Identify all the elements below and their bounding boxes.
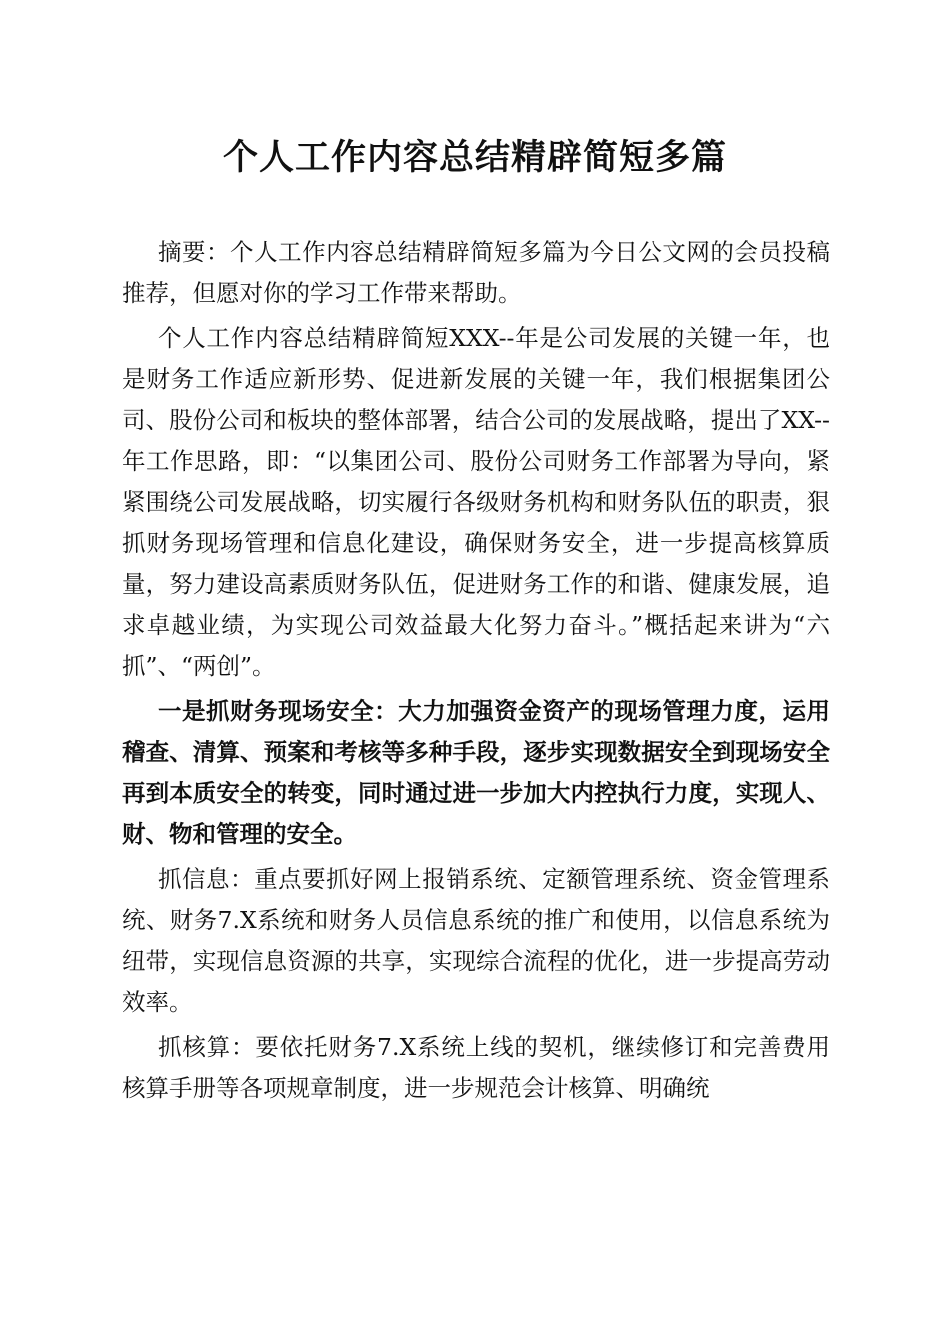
document-title: 个人工作内容总结精辟简短多篇	[222, 137, 727, 178]
information-paragraph: 抓信息：重点要抓好网上报销系统、定额管理系统、资金管理系统、财务7.X系统和财务人员信息系统的推广和使用，以信息系统为纽带，实现信息资源的共享，实现综合流程的优化，进一步提高劳动效率。	[122, 865, 830, 1016]
safety-paragraph: 一是抓财务现场安全：大力加强资金资产的现场管理力度，运用稽查、清算、预案和考核等多种手段，逐步实现数据安全到现场安全再到本质安全的转变，同时通过进一步加大内控执行力度，实现人、财、物和管理的安全。	[122, 697, 830, 848]
intro-paragraph: 个人工作内容总结精辟简短XXX--年是公司发展的关键一年，也是财务工作适应新形势、促进新发展的关键一年，我们根据集团公司、股份公司和板块的整体部署，结合公司的发展战略，提出了XX--年工作思路，即：“以集团公司、股份公司财务工作部署为导向，紧紧围绕公司发展战略，切实履行各级财务机构和财务队伍的职责，狠抓财务现场管理和信息化建设，确保财务安全，进一步提高核算质量，努力建设高素质财务队伍，促进财务工作的和谐、健康发展，追求卓越业绩，为实现公司效益最大化努力奋斗。”概括起来讲为“六抓”、“两创”。	[122, 324, 830, 680]
abstract-paragraph: 摘要：个人工作内容总结精辟简短多篇为今日公文网的会员投稿推荐，但愿对你的学习工作带来帮助。	[122, 238, 830, 307]
document-body	[122, 232, 830, 1109]
accounting-paragraph: 抓核算：要依托财务7.X系统上线的契机，继续修订和完善费用核算手册等各项规章制度，进一步规范会计核算、明确统	[122, 1033, 830, 1102]
